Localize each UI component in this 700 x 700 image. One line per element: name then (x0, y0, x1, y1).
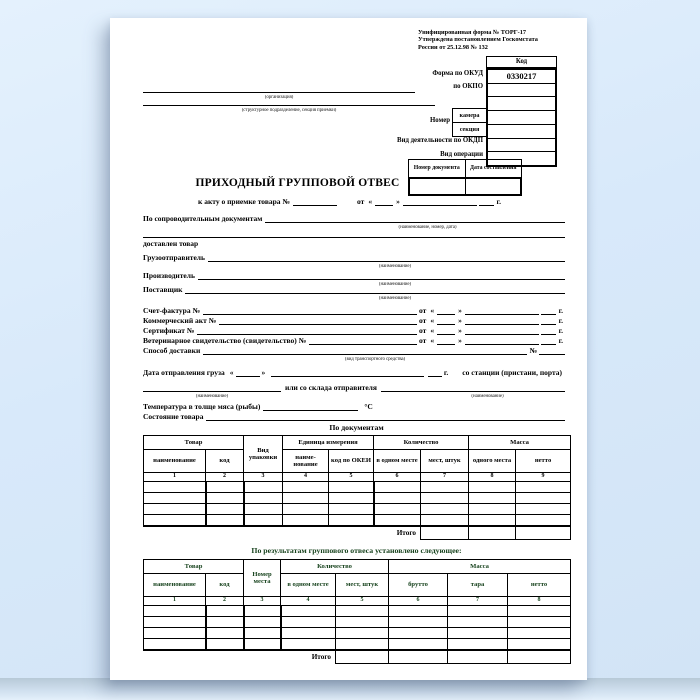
dispatch-date-label: Дата отправления груза (143, 368, 225, 377)
vet-certificate-label: Ветеринарное свидетельство (свидетельство) № (143, 336, 307, 345)
condition-blank (206, 411, 565, 421)
t2-group-quantity: Количество (281, 560, 389, 574)
t1-group-packing: Вид упаковки (244, 436, 283, 473)
t2-col-gross: брутто (389, 574, 448, 597)
documents-table-title: По документам (329, 423, 384, 432)
okdp-label: Вид деятельности по ОКДП (397, 137, 483, 144)
t1-empty-row (144, 515, 571, 527)
delivered-line (143, 237, 565, 238)
delivery-method-row: Способ доставки № (143, 345, 565, 355)
invoice-row: Счет-фактура № от « » г. (143, 306, 563, 315)
t1-col-code: код (206, 450, 244, 473)
approval-line-2: Утверждена постановлением Госкомстата (418, 36, 538, 44)
organization-line (143, 92, 415, 93)
t1-empty-row (144, 504, 571, 515)
division-caption: (структурное подразделение, секция приемки) (241, 108, 337, 113)
division-line (143, 105, 435, 106)
t2-number-row: 1 2 3 4 5 6 7 8 (144, 597, 571, 606)
t1-empty-row (144, 482, 571, 493)
organization-caption: (организация) (264, 95, 294, 100)
t2-total-label: Итого (311, 652, 332, 661)
t1-group-goods: Товар (144, 436, 244, 450)
t2-total-row (144, 650, 571, 664)
approval-line-1: Унифицированная форма № ТОРГ-17 (418, 29, 527, 36)
weighing-results-table (143, 559, 571, 664)
t1-col-okei: код по ОКЕИ (329, 450, 374, 473)
condition-label: Состояние товара (143, 412, 204, 421)
documents-table (143, 435, 571, 540)
t2-total-net-cell (508, 650, 571, 664)
code-header-cell: Код (486, 56, 557, 68)
t1-col-net: нетто (516, 450, 571, 473)
okud-label: Форма по ОКУД (432, 70, 483, 77)
doc-date-header: Дата составления (466, 159, 523, 178)
certificate-label: Сертификат № (143, 326, 195, 335)
accompanying-blank (265, 213, 565, 223)
t1-total-net-cell (516, 526, 571, 540)
station-label: со станции (пристани, порта) (462, 368, 562, 377)
t2-empty-row (144, 628, 571, 639)
t2-empty-row (144, 606, 571, 617)
certificate-row: Сертификат № от « » г. (143, 326, 563, 335)
station-caption: (наименование) (195, 394, 229, 399)
t1-group-mass: Масса (469, 436, 571, 450)
warehouse-blank (381, 382, 565, 392)
t2-empty-row (144, 639, 571, 651)
backdrop-reflection (0, 678, 700, 700)
vet-certificate-row: Ветеринарное свидетельство (свидетельство) № от « » г. (143, 336, 563, 345)
camera-value-cell (488, 110, 555, 124)
t2-group-mass: Масса (389, 560, 571, 574)
t2-total-places-cell (336, 650, 389, 664)
delivered-label: доставлен товар (143, 239, 199, 248)
approval-block (418, 29, 578, 51)
shipper-row (143, 252, 565, 262)
condition-row (143, 411, 565, 421)
producer-label: Производитель (143, 271, 195, 280)
t1-col-unit-name: наиме-нование (283, 450, 329, 473)
temperature-unit: °С (364, 402, 373, 411)
number-label: Номер (430, 117, 450, 124)
t1-total-one-place-cell (469, 526, 516, 540)
delivery-method-blank (203, 345, 527, 355)
t1-col-per-place: в одном месте (374, 450, 421, 473)
warehouse-row (143, 382, 565, 392)
supplier-label: Поставщик (143, 285, 183, 294)
t1-total-row (144, 526, 571, 540)
empty-code-cell (488, 96, 555, 110)
form-title: ПРИХОДНЫЙ ГРУППОВОЙ ОТВЕС (195, 177, 400, 189)
act-number-blank (293, 196, 337, 206)
accompanying-caption: (наименование, номер, дата) (398, 225, 457, 230)
temperature-label: Температура в толще мяса (рыбы) (143, 402, 261, 411)
camera-section-sublabels (452, 108, 487, 137)
t2-empty-row (144, 617, 571, 628)
t2-col-code: код (206, 574, 244, 597)
t2-total-gross-cell (389, 650, 448, 664)
commercial-act-row: Коммерческий акт № от « » г. (143, 316, 563, 325)
t1-total-label: Итого (396, 528, 417, 537)
act-reference-row (198, 196, 558, 206)
t1-total-places-cell (421, 526, 469, 540)
approval-line-3: России от 25.12.98 № 132 (418, 43, 488, 51)
results-table-title: По результатам группового отвеса установлено следующее: (251, 546, 462, 555)
delivery-method-caption: (вид транспортного средства) (344, 357, 406, 362)
warehouse-label: или со склада отправителя (285, 383, 377, 392)
t2-total-tare-cell (448, 650, 508, 664)
act-reference-label: к акту о приемке товара № (198, 197, 290, 206)
producer-blank (198, 270, 565, 280)
t1-empty-row (144, 493, 571, 504)
section-value-cell (488, 124, 555, 138)
accompanying-row (143, 213, 565, 223)
supplier-row (143, 284, 565, 294)
invoice-label: Счет-фактура № (143, 306, 200, 315)
operation-label: Вид операции (440, 151, 483, 158)
doc-number-header: Номер документа (408, 159, 466, 178)
section-label: секция (453, 122, 486, 136)
commercial-act-label: Коммерческий акт № (143, 316, 217, 325)
okpo-value-cell (488, 83, 555, 97)
code-values-table (486, 68, 557, 167)
camera-label: камера (459, 112, 480, 119)
t2-col-places: мест, штук (336, 574, 389, 597)
okud-value-cell: 0330217 (506, 71, 537, 81)
supplier-blank (185, 284, 565, 294)
t1-group-unit: Единица измерения (283, 436, 374, 450)
dispatch-date-row: Дата отправления груза « » г. со станции (пристани, порта) (143, 367, 565, 377)
shipper-caption: (наименование) (378, 264, 412, 269)
t1-group-quantity: Количество (374, 436, 469, 450)
t2-col-net: нетто (508, 574, 571, 597)
producer-row (143, 270, 565, 280)
t2-col-tare: тара (448, 574, 508, 597)
t2-group-goods: Товар (144, 560, 244, 574)
doc-date-cell (466, 179, 521, 194)
shipper-blank (208, 252, 565, 262)
warehouse-caption: (наименование) (471, 394, 504, 399)
act-date-group: от « » г. (356, 197, 501, 206)
t2-col-name: наименование (144, 574, 206, 597)
t2-group-place-no: Номер места (244, 560, 281, 597)
okdp-value-cell (488, 138, 555, 152)
supplier-caption: (наименование) (378, 296, 412, 301)
okpo-label: по ОКПО (453, 83, 483, 90)
accompanying-label: По сопроводительным документам (143, 214, 263, 223)
station-blank (143, 382, 281, 392)
t2-col-per-place: в одном месте (281, 574, 336, 597)
temperature-row (143, 401, 565, 411)
producer-caption: (наименование) (378, 282, 412, 287)
temperature-blank (263, 401, 358, 411)
delivery-method-label: Способ доставки (143, 346, 201, 355)
shipper-label: Грузоотправитель (143, 253, 205, 262)
t1-number-row: 1 2 3 4 5 6 7 8 9 (144, 473, 571, 482)
t1-col-one-place: одного места (469, 450, 516, 473)
t1-col-places: мест, штук (421, 450, 469, 473)
t1-col-name: наименование (144, 450, 206, 473)
torg17-form-page (110, 18, 587, 680)
